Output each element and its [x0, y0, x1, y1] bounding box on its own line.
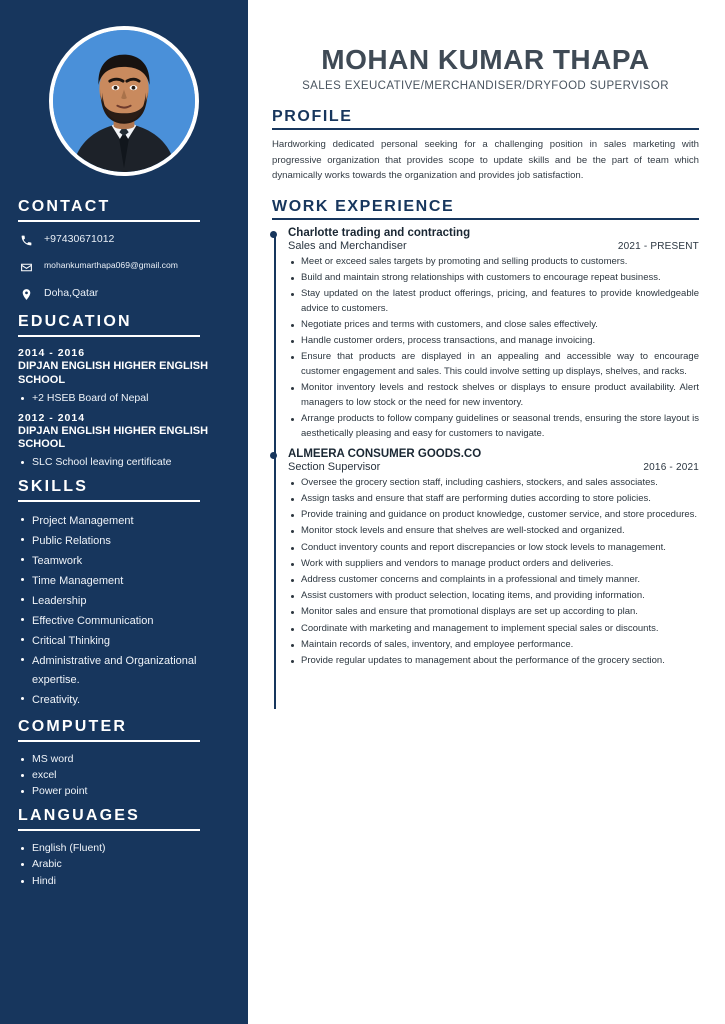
- sidebar: [0, 0, 248, 1024]
- list-item: Work with suppliers and vendors to manage product orders and deliveries.: [288, 557, 699, 572]
- job-duties: [288, 255, 699, 442]
- contact-location[interactable]: [18, 286, 230, 302]
- education-title: EDUCATION: [18, 313, 132, 330]
- divider: [18, 335, 200, 337]
- list-item: Public Relations: [18, 532, 230, 551]
- list-item: Handle customer orders, process transactions, and manage invoicing.: [288, 334, 699, 349]
- list-item: Project Management: [18, 512, 230, 531]
- education-dates: 2012 - 2014: [18, 411, 86, 424]
- computer-list: [18, 752, 230, 800]
- divider: [18, 500, 200, 502]
- list-item: Assign tasks and ensure that staff are performing duties according to store policies.: [288, 492, 699, 507]
- location-value: Doha,Qatar: [44, 287, 99, 299]
- list-item: English (Fluent): [18, 841, 230, 856]
- list-item: Assist customers with product selection, locating items, and providing information.: [288, 589, 699, 604]
- list-item: Maintain records of sales, inventory, and employee performance.: [288, 638, 699, 653]
- education-entry: [18, 412, 230, 471]
- list-item: Arrange products to follow company guidelines or seasonal trends, ensuring the store layout is aesthetically pleasing and easy for customers to navigate.: [288, 412, 699, 441]
- languages-title: LANGUAGES: [18, 807, 141, 825]
- phone-icon: [18, 232, 34, 248]
- experience-title: WORK EXPERIENCE: [272, 197, 455, 215]
- languages-list: [18, 841, 230, 889]
- job-entry: [288, 448, 699, 669]
- divider: [18, 220, 200, 222]
- job-role: Section Supervisor: [288, 460, 381, 473]
- timeline-dot-icon: [270, 452, 277, 459]
- list-item: +2 HSEB Board of Nepal: [18, 391, 230, 406]
- mail-icon: [18, 259, 34, 275]
- list-item: Time Management: [18, 572, 230, 591]
- profile-photo: [53, 30, 195, 172]
- computer-title: COMPUTER: [18, 717, 128, 735]
- list-item: Arabic: [18, 857, 230, 872]
- list-item: Address customer concerns and complaints in a professional and timely manner.: [288, 573, 699, 588]
- page-title: MOHAN KUMAR THAPA: [321, 44, 650, 75]
- phone-value: +97430671012: [44, 233, 115, 245]
- list-item: Meet or exceed sales targets by promoting and selling products to customers.: [288, 255, 699, 270]
- list-item: Stay updated on the latest product offerings, pricing, and features to provide knowledgeable advice to customers.: [288, 287, 699, 316]
- list-item: Build and maintain strong relationships with customers to encourage repeat business.: [288, 271, 699, 286]
- list-item: Monitor inventory levels and restock shelves or displays to ensure product availability. Alert managers to low stock or the need for new inventory.: [288, 381, 699, 410]
- job-dates: 2021 - PRESENT: [617, 240, 699, 252]
- education-section: [0, 313, 248, 470]
- location-icon: [18, 286, 34, 302]
- avatar: [49, 26, 199, 176]
- job-dates: 2016 - 2021: [643, 461, 699, 473]
- profile-title: PROFILE: [272, 108, 353, 125]
- education-school: DIPJAN ENGLISH HIGHER ENGLISH SCHOOL: [18, 424, 209, 451]
- main-content: [248, 0, 725, 1024]
- list-item: excel: [18, 768, 230, 783]
- list-item: Teamwork: [18, 552, 230, 571]
- divider: [18, 740, 200, 742]
- list-item: Provide regular updates to management about the performance of the grocery section.: [288, 654, 699, 669]
- contact-title: CONTACT: [18, 198, 111, 215]
- timeline-dot-icon: [270, 231, 277, 238]
- education-details: [18, 391, 230, 406]
- languages-section: [0, 807, 248, 889]
- skills-title: SKILLS: [18, 478, 89, 496]
- list-item: Monitor stock levels and ensure that shelves are well-stocked and organized.: [288, 524, 699, 539]
- list-item: Oversee the grocery section staff, including cashiers, stockers, and sales associates.: [288, 476, 699, 491]
- job-role: Sales and Merchandiser: [288, 239, 407, 252]
- computer-section: [0, 718, 248, 800]
- list-item: Power point: [18, 784, 230, 799]
- list-item: Leadership: [18, 592, 230, 611]
- job-entry: [288, 227, 699, 442]
- list-item: MS word: [18, 752, 230, 767]
- education-entry: [18, 347, 230, 406]
- list-item: Coordinate with marketing and management to implement special sales or discounts.: [288, 622, 699, 637]
- page-subtitle: SALES EXEUCATIVE/MERCHANDISER/DRYFOOD SUPERVISOR: [302, 80, 669, 92]
- list-item: Ensure that products are displayed in an appealing and accessible way to encourage customer engagement and sales. This could involve setting up displays, shelves, and racks.: [288, 350, 699, 379]
- contact-email[interactable]: [18, 259, 230, 275]
- list-item: SLC School leaving certificate: [18, 455, 230, 470]
- list-item: Effective Communication: [18, 612, 230, 631]
- job-company: ALMEERA CONSUMER GOODS.CO: [288, 447, 482, 460]
- list-item: Hindi: [18, 874, 230, 889]
- list-item: Provide training and guidance on product knowledge, customer service, and store procedures.: [288, 508, 699, 523]
- job-company: Charlotte trading and contracting: [288, 226, 471, 239]
- education-details: [18, 455, 230, 470]
- education-school: DIPJAN ENGLISH HIGHER ENGLISH SCHOOL: [18, 360, 209, 386]
- list-item: Critical Thinking: [18, 632, 230, 651]
- experience-timeline: [272, 227, 699, 669]
- list-item: Conduct inventory counts and report discrepancies or low stock levels to management.: [288, 541, 699, 556]
- contact-section: [0, 198, 248, 302]
- education-dates: 2014 - 2016: [18, 347, 86, 359]
- list-item: Negotiate prices and terms with customers, and close sales effectively.: [288, 318, 699, 333]
- list-item: Administrative and Organizational expertise.: [18, 652, 230, 690]
- contact-phone[interactable]: [18, 232, 230, 248]
- email-value: mohankumarthapa069@gmail.com: [44, 260, 178, 270]
- divider: [18, 829, 200, 831]
- skills-list: [18, 512, 230, 709]
- divider: [272, 128, 699, 130]
- skills-section: [0, 478, 248, 709]
- job-duties: [288, 476, 699, 669]
- list-item: Creativity.: [18, 691, 230, 710]
- profile-text: Hardworking dedicated personal seeking for a challenging position in sales marketing with progressive organization that provides scope to update skills and be the part of team which dynamically works towards the organization and provides job satisfaction.: [272, 139, 699, 182]
- divider: [272, 218, 699, 220]
- list-item: Monitor sales and ensure that promotional displays are set up according to plan.: [288, 605, 699, 620]
